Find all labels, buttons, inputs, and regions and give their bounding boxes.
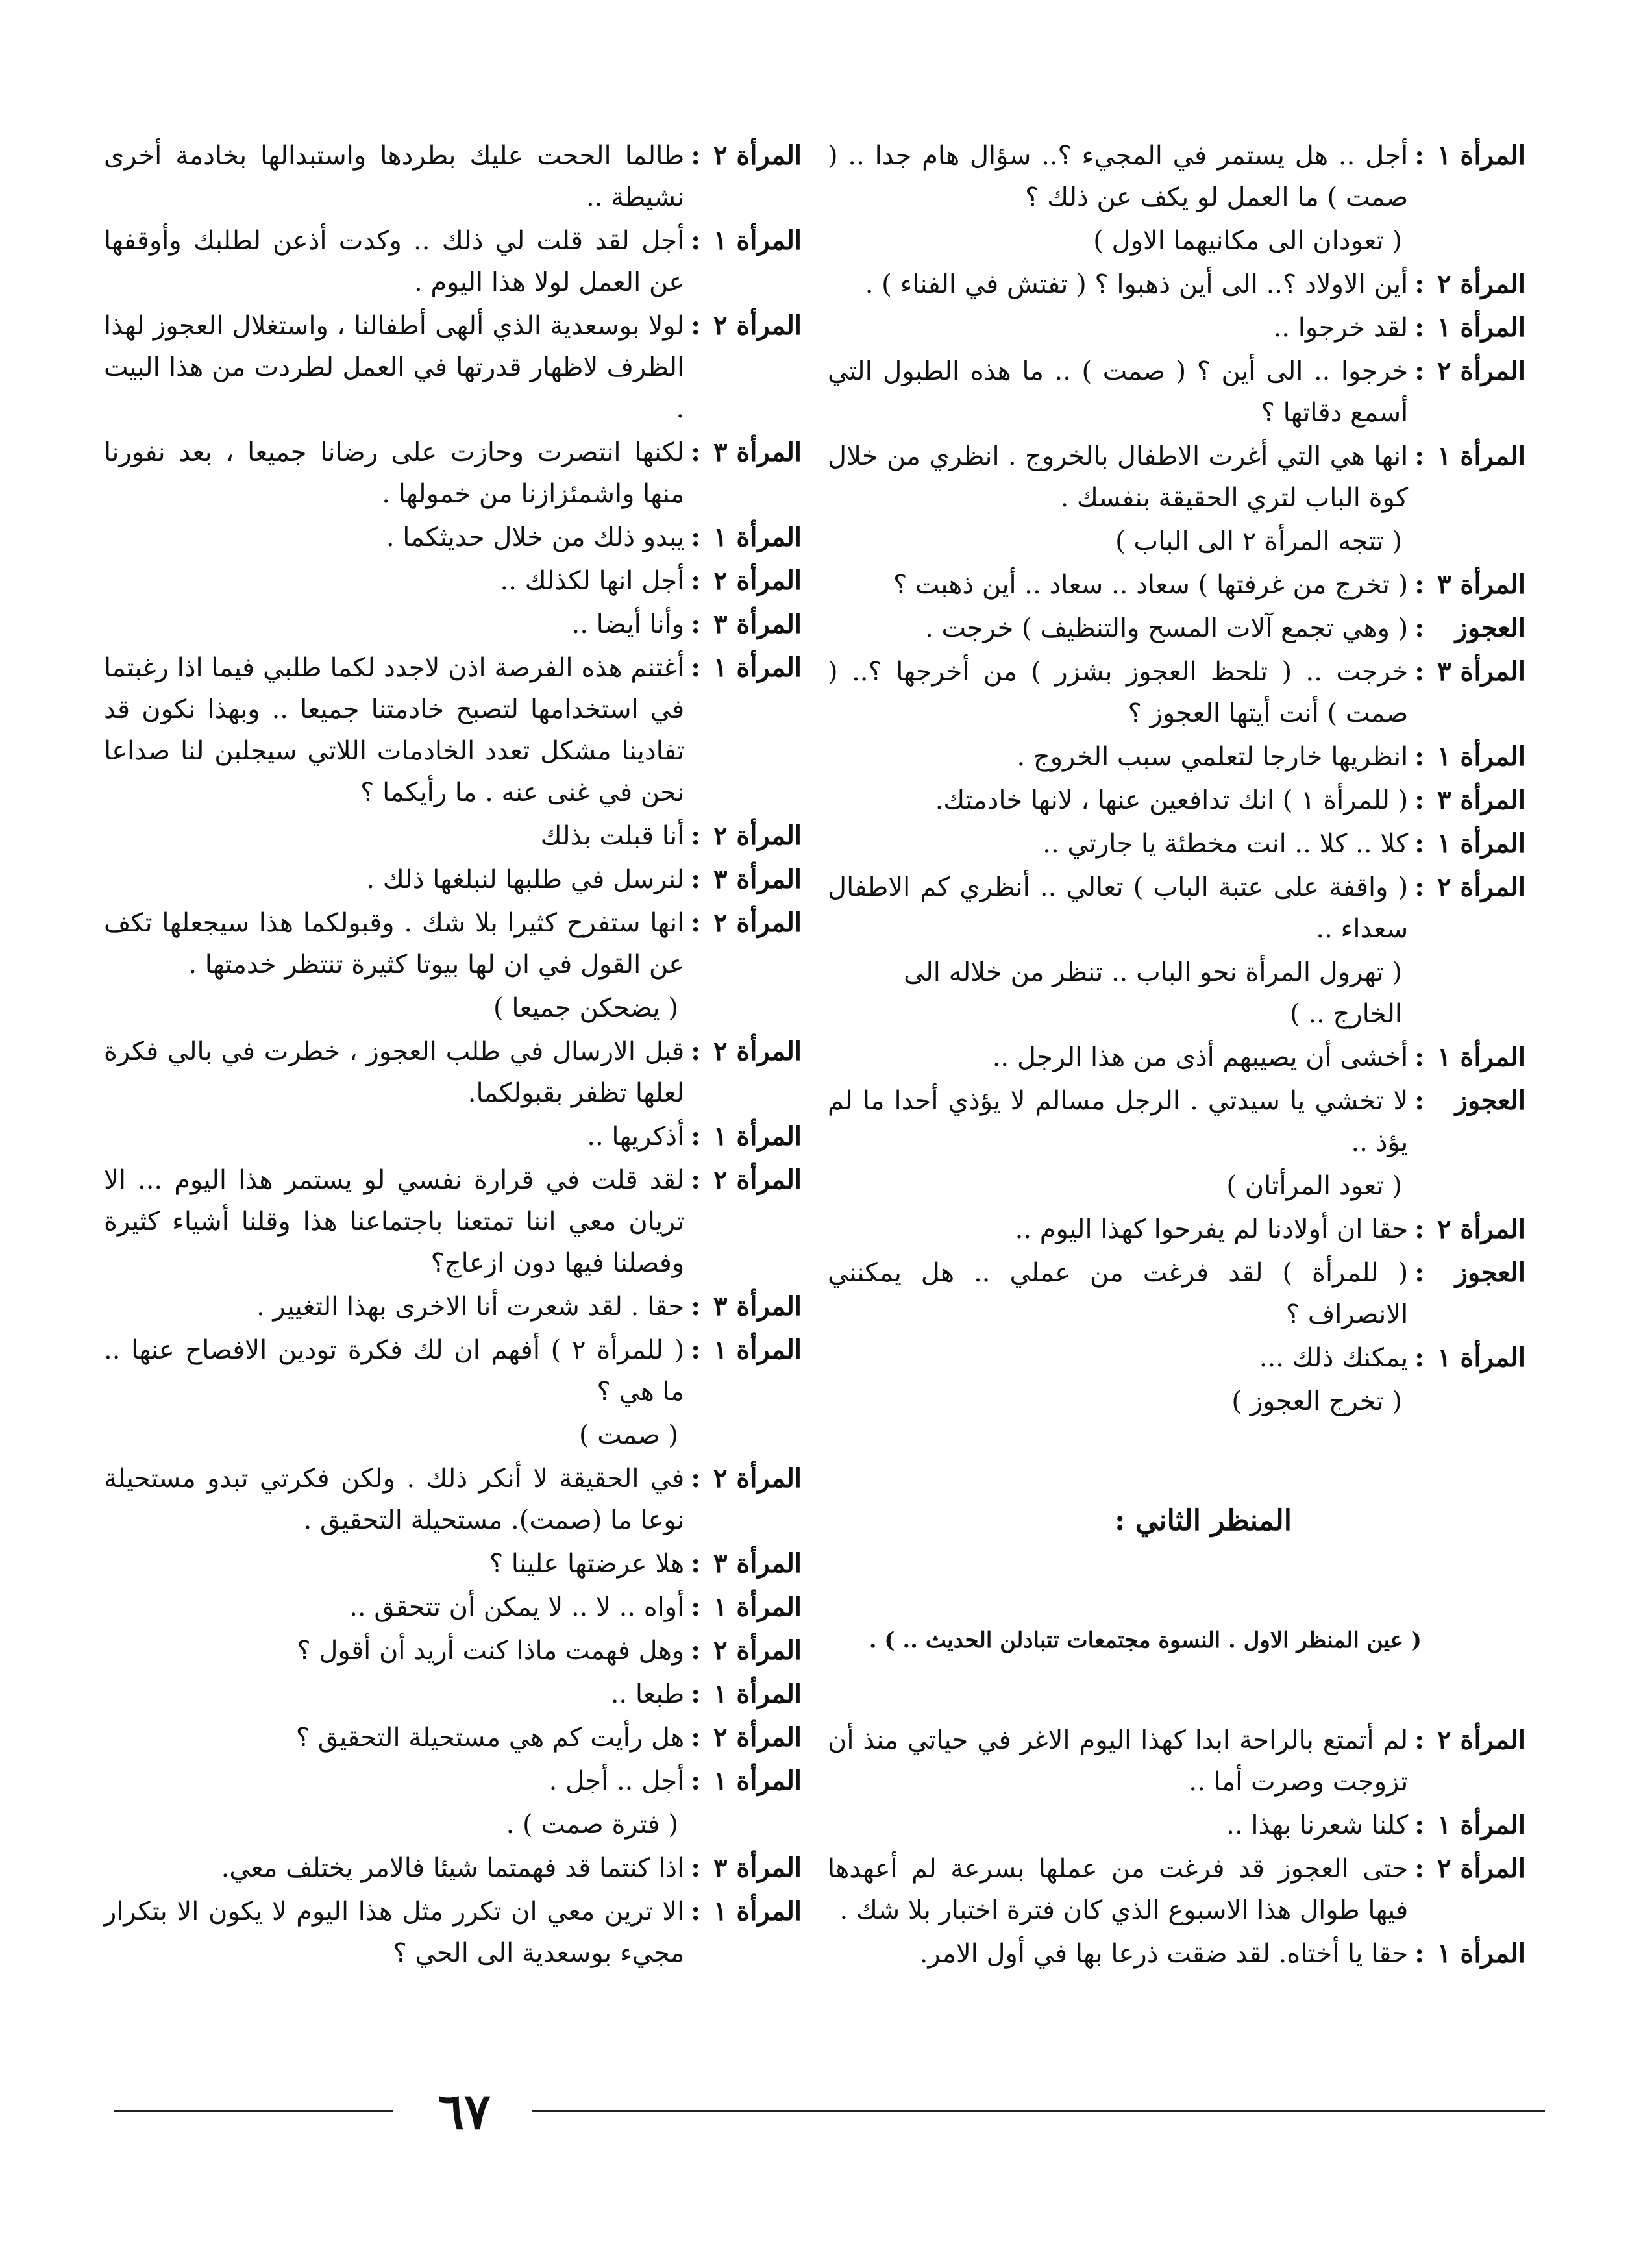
speaker-name: المرأة ٢ (713, 907, 802, 938)
speaker-colon: : (1414, 656, 1424, 687)
dialogue-line (104, 135, 802, 218)
speaker-name: المرأة ٢ (1437, 269, 1525, 299)
dialogue-line (104, 1891, 802, 1974)
speaker-colon: : (691, 609, 700, 639)
dialogue-line (104, 1159, 802, 1284)
speaker-colon: : (691, 1766, 700, 1796)
dialogue-line (104, 1329, 802, 1412)
speaker-colon: : (691, 310, 700, 341)
speaker-colon: : (1414, 1938, 1424, 1969)
speaker-name: العجوز (1455, 1257, 1525, 1288)
speaker-colon: : (1414, 356, 1424, 386)
speech-text: هلا عرضتها علينا ؟ (489, 1549, 685, 1579)
dialogue-line (104, 902, 802, 985)
footer-rule-left (114, 2110, 393, 2112)
speech-text: انظريها خارجا لتعلمي سبب الخروج . (1017, 742, 1409, 772)
speaker-colon: : (691, 1121, 700, 1152)
speaker-colon: : (1414, 872, 1424, 902)
speech-text: خرجوا .. الى أين ؟ ( صمت ) .. ما هذه الطبول التي أسمع دقاتها ؟ (828, 356, 1409, 428)
dialogue-line (104, 1458, 802, 1541)
dialogue-line (104, 1031, 802, 1114)
stage-direction: ( تعودان الى مكانيهما الاول ) (1093, 226, 1402, 256)
dialogue-line (104, 604, 802, 645)
speech-text: أخشى أن يصيبهم أذى من هذا الرجل .. (992, 1042, 1409, 1072)
speaker-name: المرأة ٣ (1437, 569, 1525, 600)
speaker-colon: : (1414, 140, 1424, 171)
dialogue-line (104, 560, 802, 602)
dialogue-line (104, 1760, 802, 1802)
speech-text: الا ترين معي ان تكرر مثل هذا اليوم لا يكون الا بتكرار مجيء بوسعدية الى الحي ؟ (104, 1897, 685, 1968)
dialogue-line (828, 264, 1525, 305)
speaker-name: المرأة ٣ (713, 609, 802, 639)
speech-text: وأنا أيضا .. (571, 610, 685, 639)
speaker-name: المرأة ٢ (713, 1722, 802, 1753)
dialogue-line (828, 780, 1525, 821)
speech-text: أين الاولاد ؟.. الى أين ذهبوا ؟ ( تفتش في الفناء ) . (865, 269, 1409, 299)
speech-text: انها ستفرح كثيرا بلا شك . وقبولكما هذا سيجعلها تكف عن القول في ان لها بيوتا كثيرة تنتظر خدمتها . (104, 908, 685, 980)
footer-rule-right (532, 2110, 1545, 2112)
speaker-colon: : (691, 1853, 700, 1883)
speaker-name: المرأة ١ (713, 225, 802, 256)
speaker-name: المرأة ٢ (713, 565, 802, 596)
speech-text: طالما الححت عليك بطردها واستبدالها بخادمة أخرى نشيطة .. (104, 141, 685, 212)
speaker-name: المرأة ١ (1437, 1810, 1525, 1840)
speaker-name: المرأة ١ (713, 1335, 802, 1365)
dialogue-line (104, 1116, 802, 1157)
dialogue-line (104, 859, 802, 900)
speech-text: يمكنك ذلك ... (1259, 1343, 1409, 1373)
speech-text: لولا بوسعدية الذي ألهى أطفالنا ، واستغلال العجوز لهذا الظرف لاظهار قدرتها في العمل لطردت من هذا البيت . (104, 311, 685, 424)
speech-text: حقا يا أختاه. لقد ضقت ذرعا بها في أول الامر. (919, 1939, 1409, 1969)
speaker-name: المرأة ٢ (713, 1165, 802, 1195)
speech-text: هل رأيت كم هي مستحيلة التحقيق ؟ (295, 1723, 685, 1753)
speech-text: ( واقفة على عتبة الباب ) تعالي .. أنظري كم الاطفال سعداء .. (828, 872, 1409, 944)
speaker-name: المرأة ٣ (1437, 785, 1525, 815)
dialogue-line (104, 815, 802, 857)
speaker-name: المرأة ٢ (1437, 872, 1525, 902)
speech-text: ( للمرأة ١ ) انك تدافعين عنها ، لانها خادمتك. (935, 785, 1409, 815)
speaker-colon: : (1414, 1853, 1424, 1884)
speaker-name: المرأة ١ (713, 522, 802, 552)
speaker-colon: : (691, 522, 700, 552)
speech-text: أواه .. لا .. لا يمكن أن تتحقق .. (349, 1592, 685, 1622)
speaker-name: المرأة ١ (1437, 741, 1525, 772)
dialogue-line (828, 1037, 1525, 1078)
speaker-name: المرأة ١ (1437, 140, 1525, 171)
speaker-name: المرأة ١ (1437, 1342, 1525, 1373)
speaker-name: المرأة ٣ (713, 1853, 802, 1883)
speech-text: حقا ان أولادنا لم يفرحوا كهذا اليوم .. (1015, 1214, 1409, 1244)
dialogue-line (828, 1805, 1525, 1846)
dialogue-line (828, 651, 1525, 734)
stage-direction: ( تهرول المرأة نحو الباب .. تنظر من خلاله الى الخارج .. ) (904, 957, 1402, 1029)
dialogue-line (828, 1209, 1525, 1250)
speaker-colon: : (691, 1463, 700, 1494)
speaker-colon: : (691, 437, 700, 467)
speech-text: لكنها انتصرت وحازت على رضانا جميعا ، بعد نفورنا منها واشمئزازنا من خمولها . (104, 438, 685, 509)
speech-text: انها هي التي أغرت الاطفال بالخروج . انظري من خلال كوة الباب لتري الحقيقة بنفسك . (828, 441, 1409, 513)
speech-text: لنرسل في طلبها لنبلغها ذلك . (366, 865, 685, 894)
dialogue-line (104, 517, 802, 558)
dialogue-line (828, 564, 1525, 606)
speech-text: طبعا .. (610, 1679, 685, 1709)
speaker-name: المرأة ١ (713, 1592, 802, 1622)
speaker-colon: : (691, 1635, 700, 1666)
speaker-colon: : (1414, 1725, 1424, 1755)
stage-direction: ( تتجه المرأة ٢ الى الباب ) (1115, 526, 1402, 556)
dialogue-line (828, 1933, 1525, 1975)
speech-text: أذكريها .. (587, 1122, 685, 1152)
speaker-name: المرأة ٢ (713, 1036, 802, 1066)
dialogue-line (104, 647, 802, 813)
speaker-name: المرأة ٣ (713, 864, 802, 894)
speech-text: كلا .. كلا .. انت مخطئة يا جارتي .. (1043, 829, 1409, 859)
speaker-colon: : (691, 820, 700, 851)
speaker-colon: : (691, 1165, 700, 1195)
dialogue-line (104, 220, 802, 303)
speaker-colon: : (691, 1679, 700, 1709)
dialogue-line (828, 867, 1525, 950)
dialogue-line (828, 307, 1525, 349)
speaker-colon: : (1414, 1085, 1424, 1116)
dialogue-line (828, 1719, 1525, 1803)
speaker-name: المرأة ٣ (1437, 656, 1525, 687)
speaker-name: المرأة ١ (1437, 312, 1525, 343)
speaker-colon: : (1414, 569, 1424, 600)
speaker-colon: : (691, 1592, 700, 1622)
speaker-name: المرأة ٣ (713, 1548, 802, 1579)
speech-text: أغتنم هذه الفرصة اذن لاجدد لكما طلبي فيما اذا رغبتما في استخدامها لتصبح خادمتنا جميعا .. وبهذا نكون قد تفادينا مشكل تعدد الخادمات اللاتي سيجلبن لنا صداعا نحن في غنى عنه . ما رأيكما ؟ (104, 653, 685, 807)
speaker-name: المرأة ١ (713, 1896, 802, 1927)
dialogue-line (104, 305, 802, 430)
dialogue-line (104, 1543, 802, 1584)
speech-text: أجل .. هل يستمر في المجيء ؟.. سؤال هام جدا .. ( صمت ) ما العمل لو يكف عن ذلك ؟ (828, 141, 1409, 212)
dialogue-line (104, 1847, 802, 1889)
dialogue-line (828, 1337, 1525, 1379)
speech-text: لا تخشي يا سيدتي . الرجل مسالم لا يؤذي أحدا ما لم يؤذ .. (828, 1086, 1409, 1157)
speech-text: يبدو ذلك من خلال حديثكما . (386, 523, 685, 552)
speaker-colon: : (691, 1335, 700, 1365)
speaker-name: المرأة ١ (713, 1121, 802, 1152)
speech-text: لم أتمتع بالراحة ابدا كهذا اليوم الاغر في حياتي منذ أن تزوجت وصرت أما .. (828, 1725, 1409, 1797)
speaker-colon: : (1414, 613, 1424, 643)
dialogue-line (828, 436, 1525, 519)
speaker-colon: : (1414, 828, 1424, 859)
speaker-colon: : (1414, 1042, 1424, 1072)
dialogue-line (828, 1252, 1525, 1335)
speaker-colon: : (1414, 1214, 1424, 1244)
speech-text: خرجت .. ( تلحظ العجوز بشزر ) من أخرجها ؟.. ( صمت ) أنت أيتها العجوز ؟ (828, 657, 1409, 728)
stage-direction: ( تعود المرأتان ) (1226, 1171, 1402, 1201)
speaker-name: العجوز (1455, 1085, 1525, 1116)
speech-text: أجل لقد قلت لي ذلك .. وكدت أذعن لطلبك وأوقفها عن العمل لولا هذا اليوم . (104, 226, 685, 297)
dialogue-line (828, 1080, 1525, 1163)
stage-direction: ( تخرج العجوز ) (1231, 1387, 1402, 1416)
left-column (104, 135, 802, 1976)
dialogue-line (828, 823, 1525, 865)
speaker-name: المرأة ٢ (713, 310, 802, 341)
page-number: ٦٧ (438, 2082, 491, 2140)
speaker-colon: : (691, 140, 700, 171)
speaker-name: المرأة ١ (713, 1766, 802, 1796)
speaker-colon: : (1414, 441, 1424, 471)
speech-text: حتى العجوز قد فرغت من عملها بسرعة لم أعهدها فيها طوال هذا الاسبوع الذي كان فترة اختبار بلا شك . (828, 1854, 1409, 1925)
speaker-colon: : (1414, 1257, 1424, 1288)
speaker-name: المرأة ٣ (713, 437, 802, 467)
speaker-colon: : (1414, 741, 1424, 772)
speech-text: اذا كنتما قد فهمتما شيئا فالامر يختلف معي. (221, 1853, 685, 1883)
stage-direction: ( فترة صمت ) . (506, 1810, 678, 1840)
scene-note: ( عين المنظر الاول . النسوة مجتمعات تتبادلن الحديث .. ) . (869, 1627, 1422, 1653)
speaker-name: المرأة ١ (1437, 1042, 1525, 1072)
speech-text: وهل فهمت ماذا كنت أريد أن أقول ؟ (297, 1636, 685, 1666)
right-column (828, 135, 1525, 1977)
speaker-name: المرأة ٢ (713, 820, 802, 851)
dialogue-line (104, 1286, 802, 1327)
dialogue-line (104, 1673, 802, 1715)
speech-text: لقد قلت في قرارة نفسي لو يستمر هذا اليوم ... الا تريان معي اننا تمتعنا باجتماعنا هذا وقلنا أشياء كثيرة وفصلنا فيها دون ازعاج؟ (104, 1165, 685, 1278)
speaker-colon: : (1414, 269, 1424, 299)
speaker-name: المرأة ٢ (1437, 1214, 1525, 1244)
speaker-name: المرأة ٢ (1437, 356, 1525, 386)
dialogue-line (828, 351, 1525, 434)
speaker-name: المرأة ١ (1437, 1938, 1525, 1969)
speaker-colon: : (691, 1896, 700, 1927)
speaker-colon: : (691, 225, 700, 256)
speech-text: ( للمرأة ٢ ) أفهم ان لك فكرة تودين الافصاح عنها .. ما هي ؟ (104, 1335, 685, 1407)
speaker-colon: : (1414, 1342, 1424, 1373)
speaker-colon: : (691, 864, 700, 894)
speech-text: حقا . لقد شعرت أنا الاخرى بهذا التغيير . (256, 1292, 685, 1322)
speech-text: أجل انها لكذلك .. (500, 566, 685, 596)
stage-direction: ( يضحكن جميعا ) (493, 993, 678, 1023)
dialogue-line (828, 608, 1525, 649)
speech-text: في الحقيقة لا أنكر ذلك . ولكن فكرتي تبدو مستحيلة نوعا ما (صمت). مستحيلة التحقيق . (104, 1464, 685, 1535)
dialogue-line (104, 1630, 802, 1671)
speaker-name: العجوز (1455, 613, 1525, 643)
speaker-name: المرأة ٢ (713, 1635, 802, 1666)
speaker-name: المرأة ١ (1437, 441, 1525, 471)
speech-text: ( للمرأة ) لقد فرغت من عملي .. هل يمكنني الانصراف ؟ (828, 1258, 1409, 1329)
scene-title: المنظر الثاني : (1115, 1504, 1292, 1537)
speaker-colon: : (691, 652, 700, 683)
speaker-name: المرأة ١ (713, 1679, 802, 1709)
speaker-name: المرأة ١ (1437, 828, 1525, 859)
dialogue-line (828, 736, 1525, 778)
speech-text: قبل الارسال في طلب العجوز ، خطرت في بالي فكرة لعلها تظفر بقبولكما. (104, 1037, 685, 1108)
speaker-colon: : (1414, 312, 1424, 343)
speech-text: أجل .. أجل . (549, 1766, 685, 1796)
speech-text: لقد خرجوا .. (1273, 313, 1409, 343)
speaker-colon: : (691, 1291, 700, 1322)
speech-text: ( وهي تجمع آلات المسح والتنظيف ) خرجت . (925, 613, 1409, 643)
speaker-name: المرأة ٢ (1437, 1853, 1525, 1884)
speaker-name: المرأة ١ (713, 652, 802, 683)
speaker-colon: : (691, 1036, 700, 1066)
speaker-colon: : (691, 565, 700, 596)
dialogue-line (104, 1586, 802, 1628)
speaker-colon: : (691, 1548, 700, 1579)
speaker-colon: : (1414, 1810, 1424, 1840)
dialogue-line (828, 135, 1525, 218)
speech-text: كلنا شعرنا بهذا .. (1226, 1810, 1409, 1840)
dialogue-line (104, 432, 802, 515)
speech-text: أنا قبلت بذلك (540, 821, 685, 851)
speaker-name: المرأة ٢ (713, 140, 802, 171)
speaker-colon: : (691, 1722, 700, 1753)
speaker-name: المرأة ٢ (713, 1463, 802, 1494)
speaker-colon: : (1414, 785, 1424, 815)
dialogue-line (828, 1848, 1525, 1931)
speaker-name: المرأة ٢ (1437, 1725, 1525, 1755)
page-footer (104, 2080, 1537, 2145)
stage-direction: ( صمت ) (578, 1420, 678, 1450)
speech-text: ( تخرج من غرفتها ) سعاد .. سعاد .. أين ذهبت ؟ (893, 570, 1409, 600)
speaker-name: المرأة ٣ (713, 1291, 802, 1322)
dialogue-line (104, 1717, 802, 1758)
speaker-colon: : (691, 907, 700, 938)
